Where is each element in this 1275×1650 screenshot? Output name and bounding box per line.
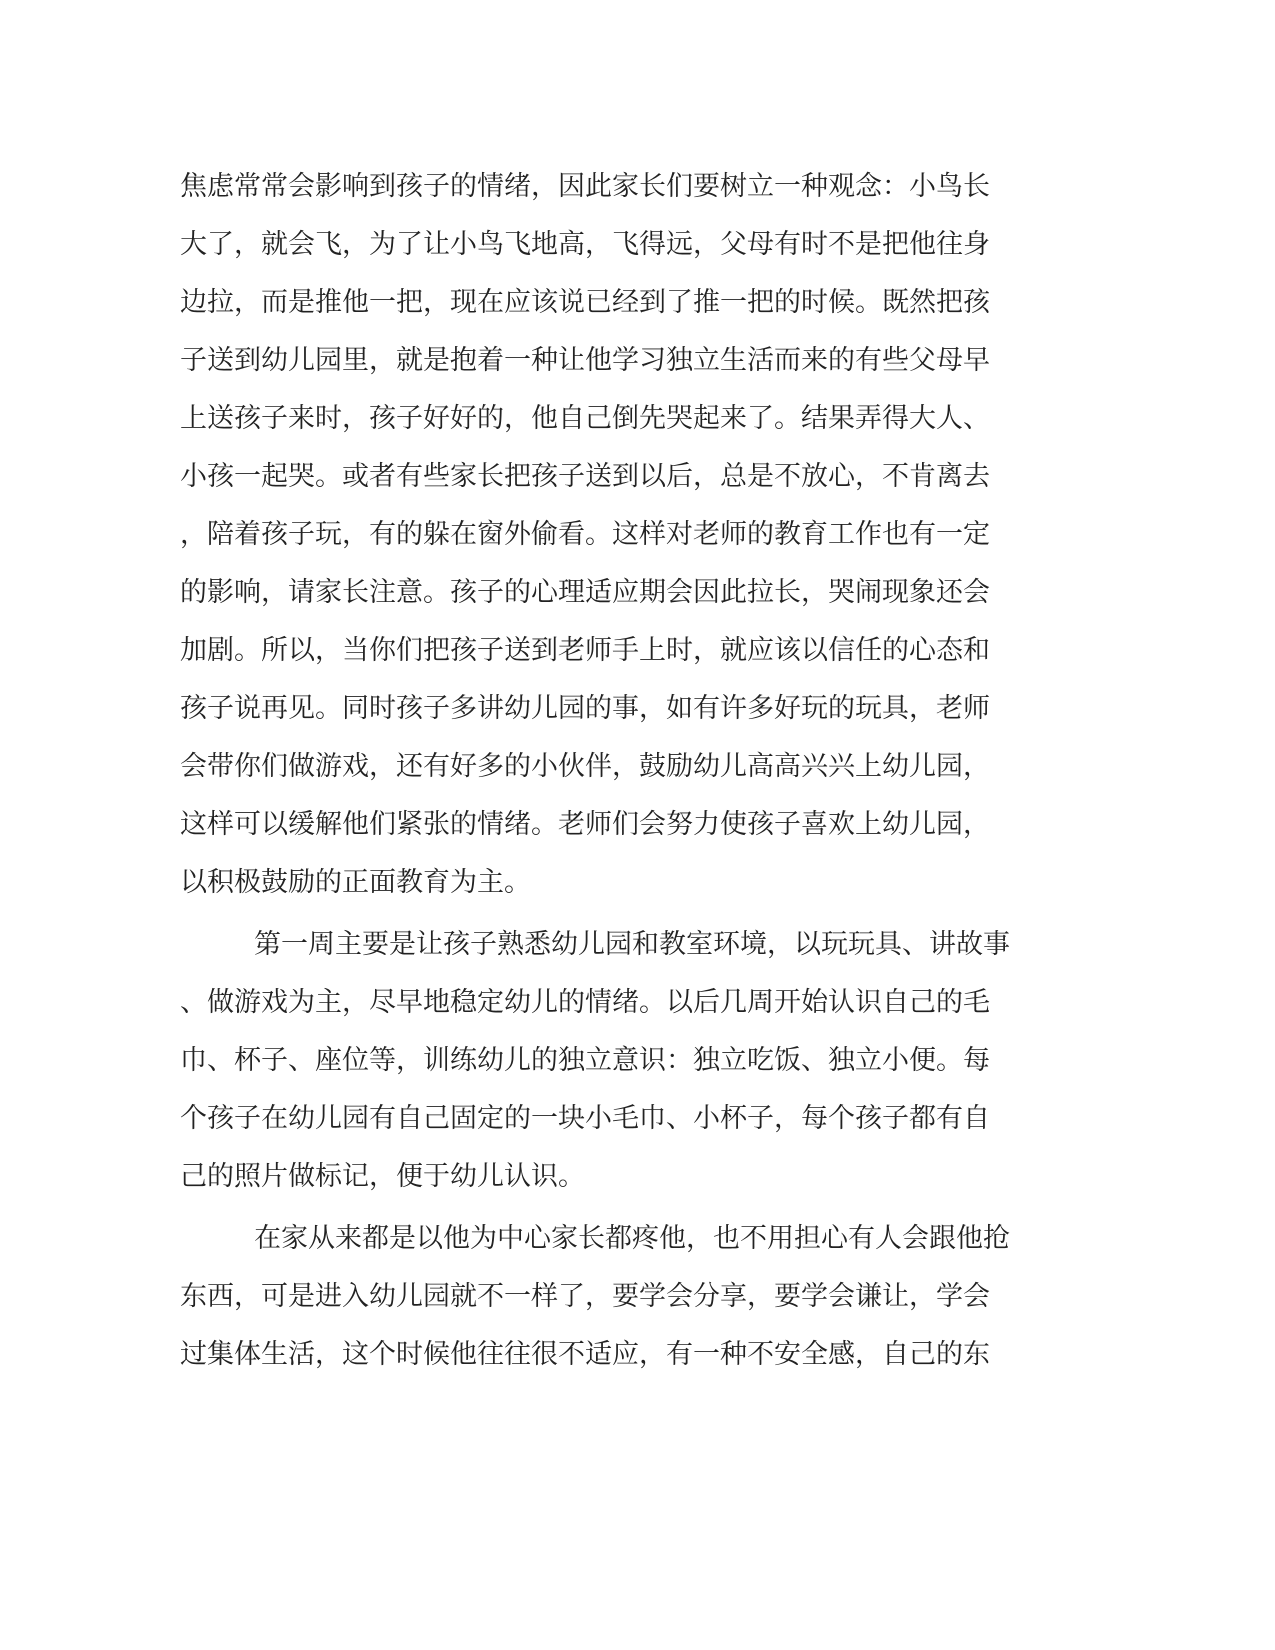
text-line: 巾、杯子、座位等，训练幼儿的独立意识：独立吃饭、独立小便。每 <box>180 1045 990 1076</box>
body-text <box>180 158 1040 1384</box>
text-line: 东西，可是进入幼儿园就不一样了，要学会分享，要学会谦让，学会 <box>180 1281 990 1312</box>
text-line: 的影响，请家长注意。孩子的心理适应期会因此拉长，哭闹现象还会 <box>180 577 990 608</box>
text-line: 己的照片做标记，便于幼儿认识。 <box>180 1161 585 1192</box>
text-line: 会带你们做游戏，还有好多的小伙伴，鼓励幼儿高高兴兴上幼儿园， <box>180 751 990 782</box>
text-line: ，陪着孩子玩，有的躲在窗外偷看。这样对老师的教育工作也有一定 <box>180 519 990 550</box>
text-line: 上送孩子来时，孩子好好的，他自己倒先哭起来了。结果弄得大人、 <box>180 403 990 434</box>
text-line: 以积极鼓励的正面教育为主。 <box>180 867 531 898</box>
text-line: 、做游戏为主，尽早地稳定幼儿的情绪。以后几周开始认识自己的毛 <box>180 987 990 1018</box>
paragraph-start-line: 在家从来都是以他为中心家长都疼他，也不用担心有人会跟他抢 <box>254 1223 1010 1254</box>
text-line: 孩子说再见。同时孩子多讲幼儿园的事，如有许多好玩的玩具，老师 <box>180 693 990 724</box>
text-line: 这样可以缓解他们紧张的情绪。老师们会努力使孩子喜欢上幼儿园， <box>180 809 990 840</box>
text-line: 个孩子在幼儿园有自己固定的一块小毛巾、小杯子，每个孩子都有自 <box>180 1103 990 1134</box>
text-line: 加剧。所以，当你们把孩子送到老师手上时，就应该以信任的心态和 <box>180 635 990 666</box>
text-line: 过集体生活，这个时候他往往很不适应，有一种不安全感，自己的东 <box>180 1339 990 1370</box>
text-line: 边拉，而是推他一把，现在应该说已经到了推一把的时候。既然把孩 <box>180 287 990 318</box>
text-line: 子送到幼儿园里，就是抱着一种让他学习独立生活而来的有些父母早 <box>180 345 990 376</box>
paragraph-start-line: 第一周主要是让孩子熟悉幼儿园和教室环境，以玩玩具、讲故事 <box>254 929 1010 960</box>
text-line: 小孩一起哭。或者有些家长把孩子送到以后，总是不放心，不肯离去 <box>180 461 990 492</box>
text-line: 焦虑常常会影响到孩子的情绪，因此家长们要树立一种观念：小鸟长 <box>180 171 990 202</box>
text-line: 大了，就会飞，为了让小鸟飞地高，飞得远，父母有时不是把他往身 <box>180 229 990 260</box>
